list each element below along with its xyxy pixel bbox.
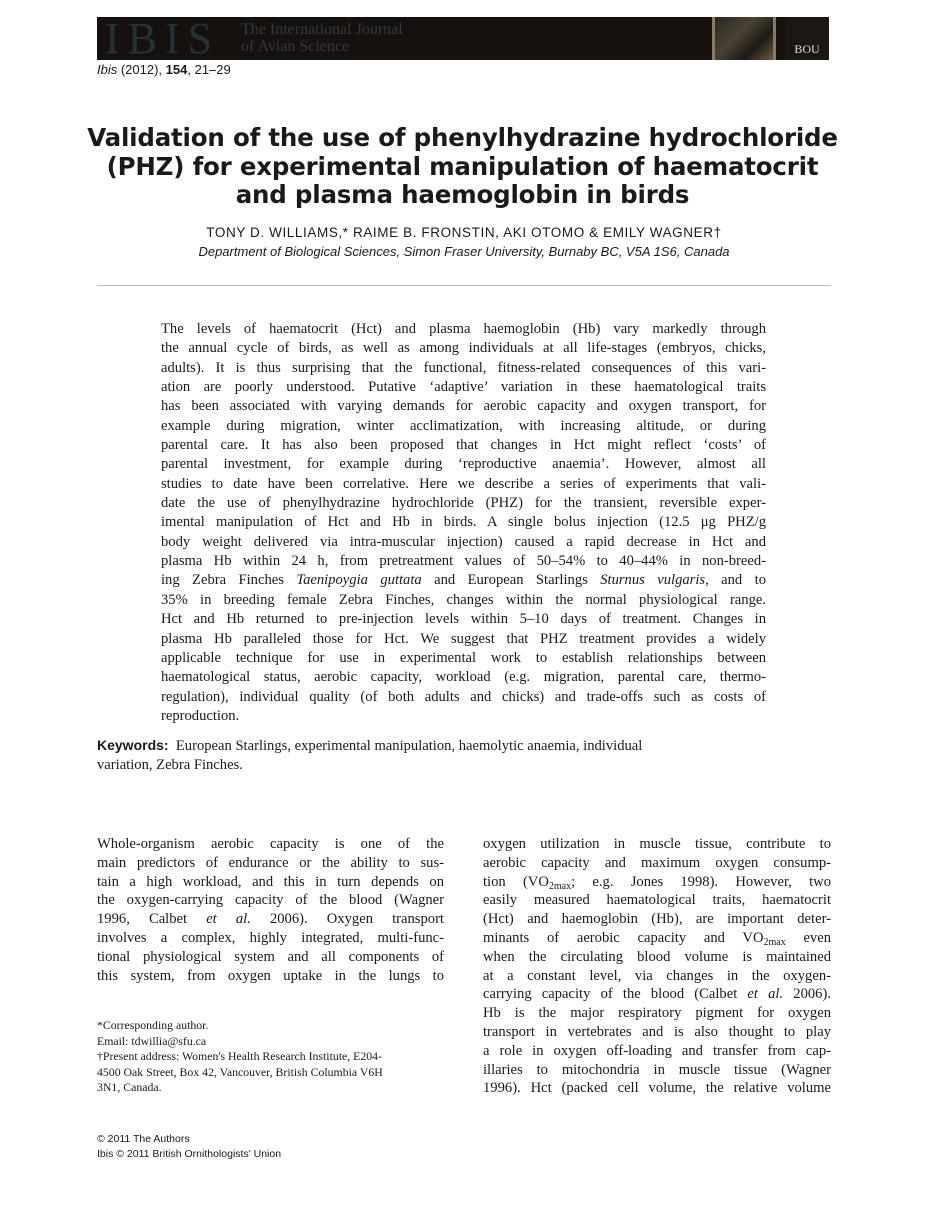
ibis-bird-image bbox=[712, 17, 776, 60]
italic-text: Sturnus vulgaris bbox=[600, 572, 706, 589]
italic-text: et al. bbox=[206, 911, 251, 928]
text-line: 4500 Oak Street, Box 42, Vancouver, British Columbia V6H bbox=[97, 1064, 383, 1079]
journal-banner bbox=[97, 14, 829, 63]
text-line: tain a high workload, and this in turn depends on bbox=[97, 873, 444, 890]
text-line: 1996). Hct (packed cell volume, the relative volume bbox=[483, 1080, 831, 1097]
keywords bbox=[97, 736, 717, 776]
text-line: example during migration, winter acclimatization, with increasing altitude, or during bbox=[161, 417, 766, 434]
text-line: this system, from oxygen uptake in the lungs to bbox=[97, 967, 444, 984]
text-line: tional physiological system and all components of bbox=[97, 948, 444, 965]
text-line: haematological status, aerobic capacity, workload (e.g. migration, parental care, thermo- bbox=[161, 669, 766, 686]
text-line: plasma Hb paralleled those for Hct. We suggest that PHZ treatment provides a widely bbox=[161, 630, 766, 647]
italic-text: Taenipoygia guttata bbox=[296, 572, 422, 589]
text-line: 35% in breeding female Zebra Finches, changes within the normal physiological range. bbox=[161, 591, 766, 608]
bou-label: BOU bbox=[794, 42, 820, 56]
text-segment: ing Zebra Finches bbox=[161, 572, 297, 589]
title-line: (PHZ) for experimental manipulation of haematocrit bbox=[106, 151, 819, 181]
text-segment: ; e.g. Jones 1998). However, two bbox=[571, 873, 831, 890]
title-line: and plasma haemoglobin in birds bbox=[235, 180, 690, 209]
footnotes bbox=[97, 1018, 383, 1096]
text-line: 3N1, Canada. bbox=[97, 1080, 162, 1095]
text-line: oxygen utilization in muscle tissue, contribute to bbox=[483, 836, 831, 852]
journal-logo: IBIS bbox=[105, 14, 221, 63]
italic-text: et al. bbox=[747, 986, 784, 1003]
cite-year: (2012), bbox=[117, 62, 166, 77]
cite-volume: 154 bbox=[165, 62, 188, 77]
authors: TONY D. WILLIAMS,* RAIME B. FRONSTIN, AKI OTOMO & EMILY WAGNER† bbox=[206, 225, 722, 240]
text-line: main predictors of endurance or the ability to sus- bbox=[97, 854, 444, 871]
text-segment: and European Starlings bbox=[421, 572, 601, 589]
text-line: Hb is the major respiratory pigment for oxygen bbox=[483, 1005, 831, 1022]
cite-pages: , 21–29 bbox=[187, 62, 231, 77]
text-line: has been associated with varying demands for aerobic capacity and oxygen transport, for bbox=[161, 398, 766, 415]
keywords-line: European Starlings, experimental manipulation, haemolytic anaemia, individual bbox=[175, 738, 643, 754]
text-line: parental care. It has also been proposed that changes in Hct might reflect ‘costs’ of bbox=[161, 437, 766, 454]
text-line: Email: tdwillia@sfu.ca bbox=[97, 1033, 207, 1048]
abstract bbox=[161, 320, 766, 726]
text-line: Ibis © 2011 British Ornithologists' Union bbox=[97, 1148, 282, 1160]
text-line: ation are poorly understood. Putative ‘adaptive’ variation in these haematological traits bbox=[161, 379, 766, 396]
text-line bbox=[483, 929, 831, 948]
body-column-right bbox=[483, 835, 831, 1098]
text-line: © 2011 The Authors bbox=[97, 1133, 190, 1145]
text-line: date the use of phenylhydrazine hydrochloride (PHZ) for the transient, reversible exper- bbox=[161, 495, 766, 512]
journal-name-line: of Avian Science bbox=[241, 38, 350, 55]
body-column-left bbox=[97, 835, 444, 985]
text-line: reproduction. bbox=[161, 707, 240, 724]
text-line: applicable technique for use in experimental work to establish relationships between bbox=[161, 649, 766, 666]
title-line: Validation of the use of phenylhydrazine hydrochloride bbox=[87, 123, 838, 152]
text-line: the annual cycle of birds, as well as among individuals at all life-stages (embryos, chicks, bbox=[161, 340, 766, 357]
citation bbox=[97, 62, 231, 77]
text-line: when the circulating blood volume is maintained bbox=[483, 948, 831, 965]
text-segment: even bbox=[785, 929, 831, 946]
text-line: a role in oxygen off-loading and transfer from cap- bbox=[483, 1042, 831, 1059]
text-line: *Corresponding author. bbox=[97, 1018, 209, 1032]
text-line: the oxygen-carrying capacity of the blood (Wagner bbox=[97, 892, 444, 909]
text-line: Whole-organism aerobic capacity is one of the bbox=[97, 836, 444, 852]
text-line: easily measured haematological traits, haematocrit bbox=[483, 892, 831, 909]
keywords-label: Keywords: bbox=[97, 737, 169, 753]
text-line bbox=[483, 985, 831, 1004]
text-line: adults). It is thus surprising that the functional, fitness-related consequences of this vari- bbox=[161, 359, 766, 376]
text-line: regulation), individual quality (of both adults and chicks) and trade-offs such as costs of bbox=[161, 688, 766, 705]
text-segment: carrying capacity of the blood (Calbet bbox=[483, 986, 748, 1003]
text-segment: , and to bbox=[705, 572, 766, 589]
text-line: illaries to mitochondria in muscle tissue (Wagner bbox=[483, 1061, 831, 1078]
text-line bbox=[97, 910, 444, 929]
paper-title bbox=[60, 124, 865, 210]
text-line bbox=[483, 873, 831, 892]
text-segment: tion (VO bbox=[483, 873, 549, 890]
bou-logo bbox=[785, 17, 829, 60]
text-segment: 2006). Oxygen transport bbox=[250, 911, 444, 928]
text-line: at a constant level, via changes in the oxygen- bbox=[483, 967, 831, 984]
journal-name-line: The International Journal bbox=[241, 21, 403, 38]
text-segment: 1996, Calbet bbox=[97, 911, 207, 928]
divider bbox=[97, 285, 831, 286]
text-line: imental manipulation of Hct and Hb in birds. A single bolus injection (12.5 μg PHZ/g bbox=[161, 514, 766, 531]
text-line: involves a complex, highly integrated, multi-func- bbox=[97, 929, 444, 946]
subscript-text: 2max bbox=[763, 936, 786, 948]
text-line: parental investment, for example during ‘reproductive anaemia’. However, almost all bbox=[161, 456, 766, 473]
text-line: Hct and Hb returned to pre-injection levels within 5–10 days of treatment. Changes in bbox=[161, 611, 766, 628]
text-segment: minants of aerobic capacity and VO bbox=[483, 929, 764, 946]
text-line: †Present address: Women's Health Research Institute, E204- bbox=[97, 1049, 382, 1064]
journal-name bbox=[241, 21, 403, 55]
text-line: studies to date have been correlative. Here we describe a series of experiments that vali- bbox=[161, 475, 766, 492]
text-segment: 2006). bbox=[783, 986, 831, 1003]
text-line: The levels of haematocrit (Hct) and plasma haemoglobin (Hb) vary markedly through bbox=[161, 321, 766, 337]
keywords-line: variation, Zebra Finches. bbox=[97, 757, 243, 774]
text-line bbox=[161, 571, 766, 590]
affiliation: Department of Biological Sciences, Simon Fraser University, Burnaby BC, V5A 1S6, Canada bbox=[198, 244, 730, 259]
cite-journal: Ibis bbox=[97, 62, 118, 77]
text-line: body weight delivered via intra-muscular injection) caused a rapid decrease in Hct and bbox=[161, 533, 766, 550]
text-line: transport in vertebrates and is also thought to play bbox=[483, 1023, 831, 1040]
copyright bbox=[97, 1132, 281, 1162]
subscript-text: 2max bbox=[548, 880, 572, 892]
text-line: (Hct) and haemoglobin (Hb), are important deter- bbox=[483, 911, 831, 928]
text-line: plasma Hb within 24 h, from pretreatment values of 50–54% to 40–44% in non-breed- bbox=[161, 553, 766, 570]
text-line: aerobic capacity and maximum oxygen consump- bbox=[483, 854, 831, 871]
